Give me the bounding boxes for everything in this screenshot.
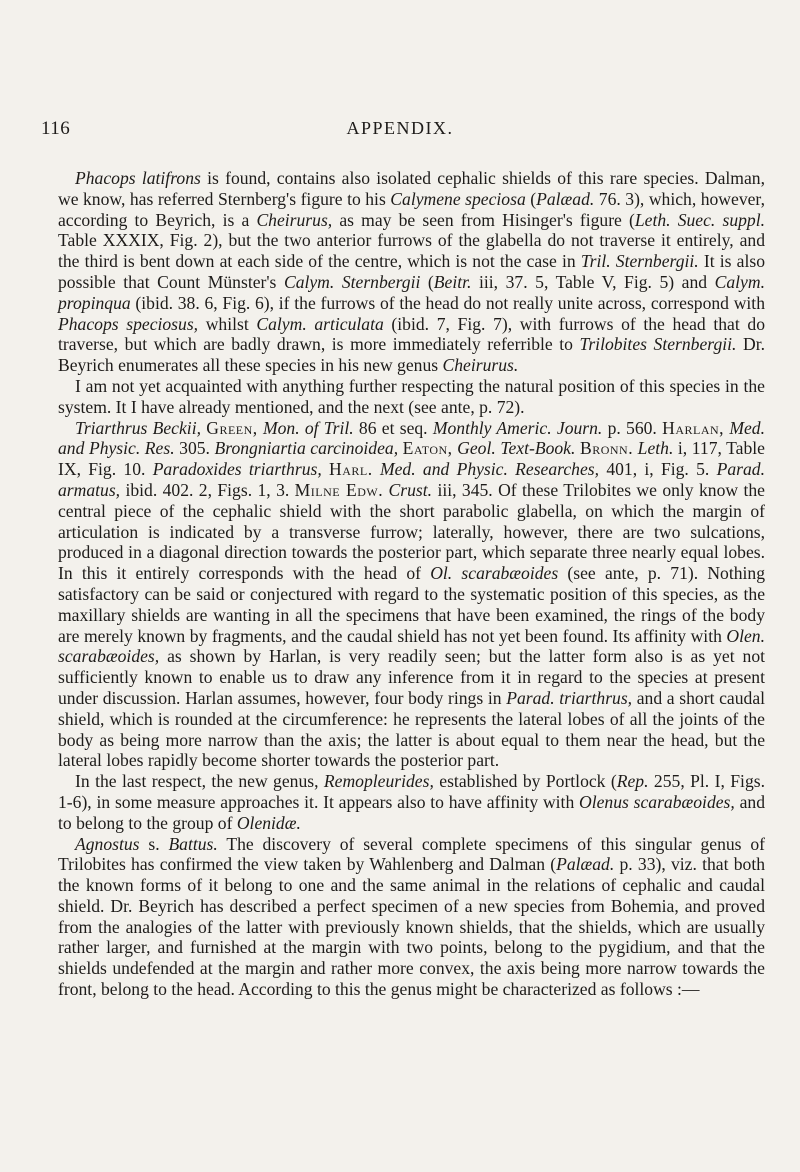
author-name: Eaton,: [402, 438, 453, 459]
italic-run: Brongniartia carcinoidea,: [214, 438, 399, 459]
paragraph-agnostus: Agnostus s. Battus. The discovery of several complete specimens of this singular genus of Trilobites has confirmed the view taken by Wahlenberg and Dalman (Palæad. p. 33), viz. that both the known forms of it belong to one and the same animal in the relations of cephalic and caudal shield. Dr. Beyrich has described a perfect specimen of a new species from Bohemia, and proved from the analogies of the latter with previously known shields, that the shields, which are usually rather larger, and furnished at the margin with two points, belong to the pygidium, and that the shields undefended at the margin and rather more convex, the axis being more narrow towards the front, belong to the head. According to this the genus might be characterized as follows :—: [58, 833, 766, 1000]
italic-run: Mon. of Tril.: [262, 417, 354, 438]
italic-run: Remopleurides,: [323, 771, 434, 792]
paragraph-natural-position: I am not yet acquainted with anything further respecting the natural position of this species in the system. It I have already mentioned, and the next (see ante, p. 72).: [58, 375, 765, 417]
italic-run: Calym. Sternbergii: [283, 271, 421, 292]
author-name: Green,: [206, 417, 258, 438]
italic-run: Leth.: [637, 438, 674, 459]
italic-run: Trilobites Sternbergii.: [579, 334, 737, 355]
paragraph-triarthrus-beckii: Triarthrus Beckii, Green, Mon. of Tril. 86 et seq. Monthly Americ. Journ. p. 560. Harlan, Med. and Physic. Res. 305. Brongniartia carcinoidea, Eaton, Geol. Text-Book. Bronn. Leth. i, 117, Table IX, Fig. 10. Paradoxides triarthrus, Harl. Med. and Physic. Researches, 401, i, Fig. 5. Parad. armatus, ibid. 402. 2, Figs. 1, 3. Milne Edw. Crust. iii, 345. Of these Trilobites we only know the central piece of the cephalic shield with the short parabolic glabella, on which the margin of articulation is indicated by a transverse furrow; laterally, however, there are two sulcations, produced in a diagonal direction towards the posterior part, which separate three nearly equal lobes. In this it entirely corresponds with the head of Ol. scarabæoides (see ante, p. 71). Nothing satisfactory can be said or conjectured with regard to the systematic position of this species, as the maxillary shields are wanting in all the specimens that have been examined, the rings of the body are merely known by fragments, and the caudal shield has not yet been found. Its affinity with Olen. scarabæoides, as shown by Harlan, is very readily seen; but the latter form also is as yet not sufficiently known to enable us to draw any inference from it in regard to the species at present under discussion. Harlan assumes, however, four body rings in Parad. triarthrus, and a short caudal shield, which is rounded at the circumference: he represents the lateral lobes of all the joints of the body as being more narrow than the axis; the latter is about equal to them near the head, but the lateral lobes rapidly become shorter towards the posterior part.: [58, 417, 766, 771]
italic-run: Parad. armatus,: [58, 459, 765, 500]
italic-run: Calym. propinqua: [58, 271, 765, 313]
italic-run: Paradoxides triarthrus,: [152, 459, 322, 480]
author-name: Bronn.: [579, 438, 634, 459]
paragraph-phacops: Phacops latifrons is found, contains also isolated cephalic shields of this rare species. Dalman, we know, has referred Sternberg's figure to his Calymene speciosa (Palæad. 76. 3), which, however, according to Beyrich, is a Cheirurus, as may be seen from Hisinger's figure (Leth. Suec. suppl. Table XXXIX, Fig. 2), but the two anterior furrows of the glabella do not traverse it entirely, and the third is bent down at each side of the centre, which is not the case in Tril. Sternbergii. It is also possible that Count Münster's Calym. Sternbergii (Beitr. iii, 37. 5, Table V, Fig. 5) and Calym. propinqua (ibid. 38. 6, Fig. 6), if the furrows of the head do not really unite across, correspond with Phacops speciosus, whilst Calym. articulata (ibid. 7, Fig. 7), with furrows of the head that do traverse, but which are badly drawn, is more immediately referrible to Trilobites Sternbergii. Dr. Beyrich enumerates all these species in his new genus Cheirurus.: [58, 168, 765, 376]
author-name: Harl.: [329, 459, 373, 480]
page-number: 116: [41, 118, 71, 139]
italic-run: Triarthrus Beckii,: [75, 417, 201, 438]
author-name: Harlan,: [662, 417, 725, 438]
italic-run: Palæad.: [536, 188, 595, 209]
italic-run: Geol. Text-Book.: [457, 438, 576, 459]
italic-run: Ol. scarabæoides: [430, 563, 559, 584]
italic-run: Med. and Physic. Res.: [58, 417, 765, 459]
italic-run: Beitr.: [433, 271, 472, 292]
italic-run: Palæad.: [556, 854, 615, 875]
author-name: Milne Edw.: [294, 479, 384, 500]
italic-run: Olen. scarabæoides,: [58, 625, 765, 667]
italic-run: Med. and Physic. Researches,: [379, 459, 600, 480]
italic-run: Battus.: [168, 833, 218, 854]
paragraph-remopleurides: In the last respect, the new genus, Remopleurides, established by Portlock (Rep. 255, Pl. I, Figs. 1-6), in some measure approaches it. It appears also to have affinity with Olenus scarabæoides, and to belong to the group of Olenidæ.: [58, 771, 765, 833]
italic-run: Cheirurus.: [442, 355, 519, 376]
italic-run: Olenidæ.: [236, 812, 301, 833]
italic-run: Leth. Suec. suppl.: [634, 209, 765, 230]
italic-run: Calym. articulata: [256, 313, 384, 334]
running-head: APPENDIX.: [346, 118, 454, 138]
italic-run: Phacops speciosus,: [58, 313, 199, 334]
body-text: [58, 168, 765, 1000]
italic-run: Rep.: [616, 771, 649, 792]
italic-run: Monthly Americ. Journ.: [432, 417, 603, 438]
italic-run: Cheirurus,: [256, 209, 333, 230]
italic-run: Phacops latifrons: [75, 168, 201, 188]
italic-run: Tril. Sternbergii.: [580, 251, 699, 272]
italic-run: Agnostus: [75, 833, 140, 854]
italic-run: Olenus scarabæoides,: [579, 791, 735, 812]
italic-run: Crust.: [388, 479, 433, 500]
italic-run: Calymene speciosa: [390, 188, 526, 209]
italic-run: Parad. triarthrus,: [506, 687, 633, 708]
page-header: [0, 118, 800, 142]
